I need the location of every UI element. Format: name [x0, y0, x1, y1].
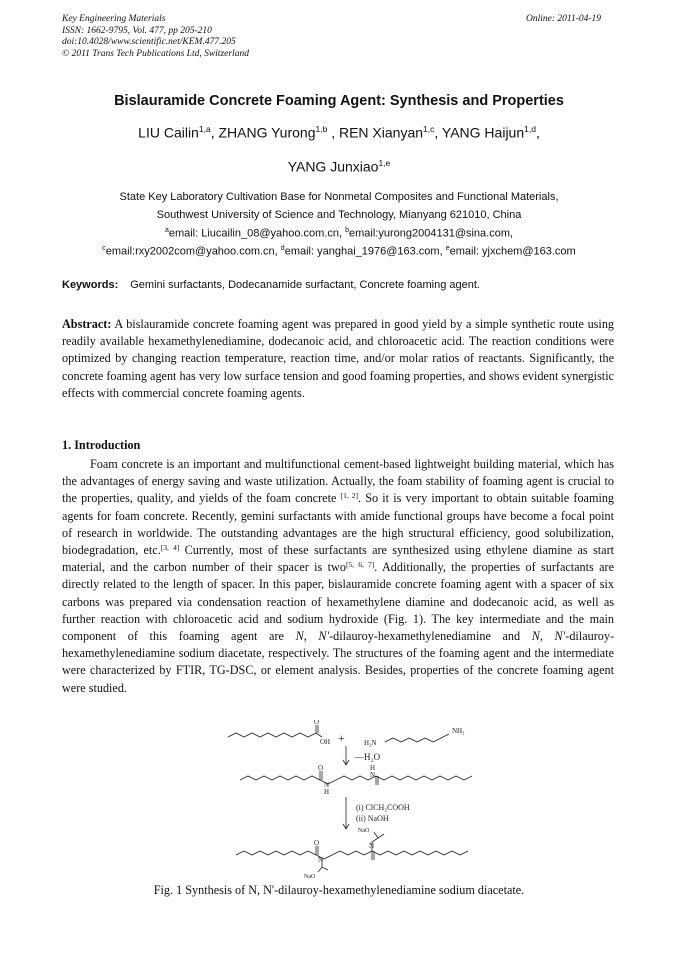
- email-a[interactable]: email: Liucailin_08@yahoo.com.cn,: [168, 227, 343, 240]
- intermediate-left-chain: [240, 776, 320, 780]
- doi-line: doi:10.4028/www.scientific.net/KEM.477.205: [62, 37, 236, 47]
- author-sup: 1,b: [315, 124, 328, 134]
- email-line-2: [0, 245, 678, 258]
- scheme-bonds: [228, 725, 472, 872]
- intro-text: -dilauroy-hexamethylenediamine sodium diacetate, respectively. The structures of the foaming agent and the intermediate were characterized by FTIR, TG-DSC, or element analysis. Besides, properties of the concrete foaming agent were studied.: [62, 629, 614, 695]
- product-nao-label-2: NaO: [304, 874, 316, 880]
- email-sup: e: [445, 245, 450, 252]
- paper-title: Bislauramide Concrete Foaming Agent: Synthesis and Properties: [114, 93, 564, 109]
- acid-o-label: O: [314, 720, 320, 726]
- amide-h-left-label: H: [324, 788, 330, 796]
- online-date: Online: 2011-04-19: [526, 14, 602, 24]
- author-name: YANG Haijun: [441, 124, 525, 141]
- amide-n-left-label: N: [324, 781, 330, 789]
- email-d[interactable]: email: yanghai_1976@163.com,: [284, 245, 443, 258]
- author-name: LIU Cailin: [138, 124, 199, 141]
- product-left-chain: [236, 851, 316, 855]
- reagent-step-2: (ii) NaOH: [356, 814, 389, 823]
- email-e[interactable]: email: yjxchem@163.com: [449, 245, 576, 258]
- citation[interactable]: [1, 2]: [340, 491, 358, 501]
- keywords-text: Gemini surfactants, Dodecanamide surfactant, Concrete foaming agent.: [130, 279, 480, 291]
- keywords-label: Keywords:: [62, 279, 119, 291]
- author-name: REN Xianyan: [338, 124, 424, 141]
- journal-header: [62, 14, 249, 60]
- amine-left-label: H₂N: [364, 739, 377, 747]
- journal-name: Key Engineering Materials: [62, 14, 166, 24]
- author-sup: 1,e: [378, 158, 391, 168]
- author-line-2: [0, 158, 678, 175]
- keywords: [62, 279, 480, 291]
- author-sup: 1,d: [524, 124, 536, 134]
- amide-o-label: O: [318, 764, 324, 772]
- acid-oh-label: OH: [320, 738, 331, 746]
- intro-text: -dilauroy-hexamethylenediamine and: [329, 629, 532, 644]
- email-sup: a: [164, 227, 169, 234]
- copyright-line: © 2011 Trans Tech Publications Ltd, Switzerland: [62, 48, 249, 59]
- author-sup: 1,a: [198, 124, 211, 134]
- product-right-chain: [372, 851, 468, 855]
- intro-italic: N, N': [295, 629, 330, 644]
- amide-n-right-label: N: [370, 771, 376, 779]
- product-o-label: O: [314, 839, 320, 847]
- intro-text: . So it is very important to obtain suitable foaming agents for foam concrete. Recently, gemini surfactants with amide functional groups have become a focal point of research in worldwide. The outstanding advantages are the high structural efficiency, good solubilization, biodegradation, etc.: [62, 491, 615, 558]
- reaction-scheme-figure: [0, 720, 678, 880]
- amide-h-right-label: H: [370, 764, 376, 772]
- citation[interactable]: [3, 4]: [160, 543, 180, 553]
- amine-right-label: NH₂: [452, 727, 465, 735]
- intro-text: Foam concrete is an important and multifunctional cement-based lightweight building material, which has the advantages of energy saving and waste utilization. Actually, the foam stability of foaming agent is crucial to the properties, quality, and yields of the foam concrete: [62, 457, 614, 506]
- author-name: ZHANG Yurong: [218, 124, 316, 141]
- product-acetate-carbonyl: [378, 834, 384, 838]
- section-heading-introduction: 1. Introduction: [62, 438, 141, 452]
- issn-line: ISSN: 1662-9795, Vol. 477, pp 205-210: [62, 25, 212, 36]
- abstract-label: Abstract:: [62, 317, 112, 331]
- email-line-1: [0, 227, 678, 240]
- author-sup: 1,c: [423, 124, 435, 134]
- product-spacer: [316, 851, 372, 859]
- email-sup: b: [345, 227, 350, 234]
- acid-oh-bond: [316, 733, 322, 737]
- diamine-chain: [385, 734, 449, 742]
- dodecanoic-acid-chain: [228, 733, 316, 737]
- affiliation-line-1: State Key Laboratory Cultivation Base for Nonmetal Composites and Functional Materials,: [119, 191, 559, 203]
- author-name: YANG Junxiao: [287, 158, 379, 175]
- figure-caption: Fig. 1 Synthesis of N, N'-dilauroy-hexamethylenediamine sodium diacetate.: [153, 883, 525, 897]
- email-sup: d: [280, 245, 285, 252]
- author-line-1: LIU Cailin$^{1,a}$, ZHANG Yurong$^{1,b}$ , REN Xianyan$^{1,c}$, YANG Haijun$^{1,d}$,: [138, 124, 540, 141]
- email-b[interactable]: email:yurong2004131@sina.com,: [349, 227, 514, 240]
- introduction-paragraph: [62, 456, 614, 697]
- intro-text: Currently, most of these surfactants are synthesized using ethylene diamine as start material, and the carbon number of their spacer is two: [62, 543, 615, 575]
- abstract-text: A bislauramide concrete foaming agent was prepared in good yield by a simple synthetic route using readily available hexamethylenediamine, dodecanoic acid, and chloroacetic acid. The reaction conditions were optimized by changing reaction temperature, reaction time, and/or molar ratios of reactants. Significantly, the concrete foaming agent has very low surface tension and good foaming properties, and shows evident synergistic effects with commercial concrete foaming agents.: [62, 317, 615, 400]
- plus-sign: +: [338, 731, 345, 745]
- email-sup: c: [102, 245, 106, 252]
- abstract: [62, 316, 614, 402]
- affiliation-line-2: Southwest University of Science and Technology, Mianyang 621010, China: [156, 209, 522, 221]
- product-acetate-carbonyl: [322, 867, 328, 870]
- intro-italic: N, N': [531, 629, 566, 644]
- reagent-step-1: (i) ClCH₂COOH: [356, 803, 410, 812]
- intro-text: . Additionally, the properties of surfactants are directly related to the length of spacer. In this paper, bislauramide concrete foaming agent with a spacer of six carbons was prepared via condensation reaction of hexamethylene diamine and dodecanoic acid, as well as further reaction with chloroacetic acid and sodium hydroxide (Fig. 1). The key intermediate and the main component of this foaming agent are: [62, 560, 615, 644]
- water-byproduct-label: —H₂O: [355, 752, 381, 762]
- citation[interactable]: [5, 6, 7]: [345, 560, 375, 570]
- product-n-right-label: N: [369, 842, 375, 850]
- intermediate-right-chain: [376, 776, 472, 780]
- email-c[interactable]: email:rxy2002com@yahoo.com.cn,: [105, 245, 278, 258]
- product-n-left-label: N: [318, 856, 324, 864]
- product-nao-label-1: NaO: [358, 828, 370, 834]
